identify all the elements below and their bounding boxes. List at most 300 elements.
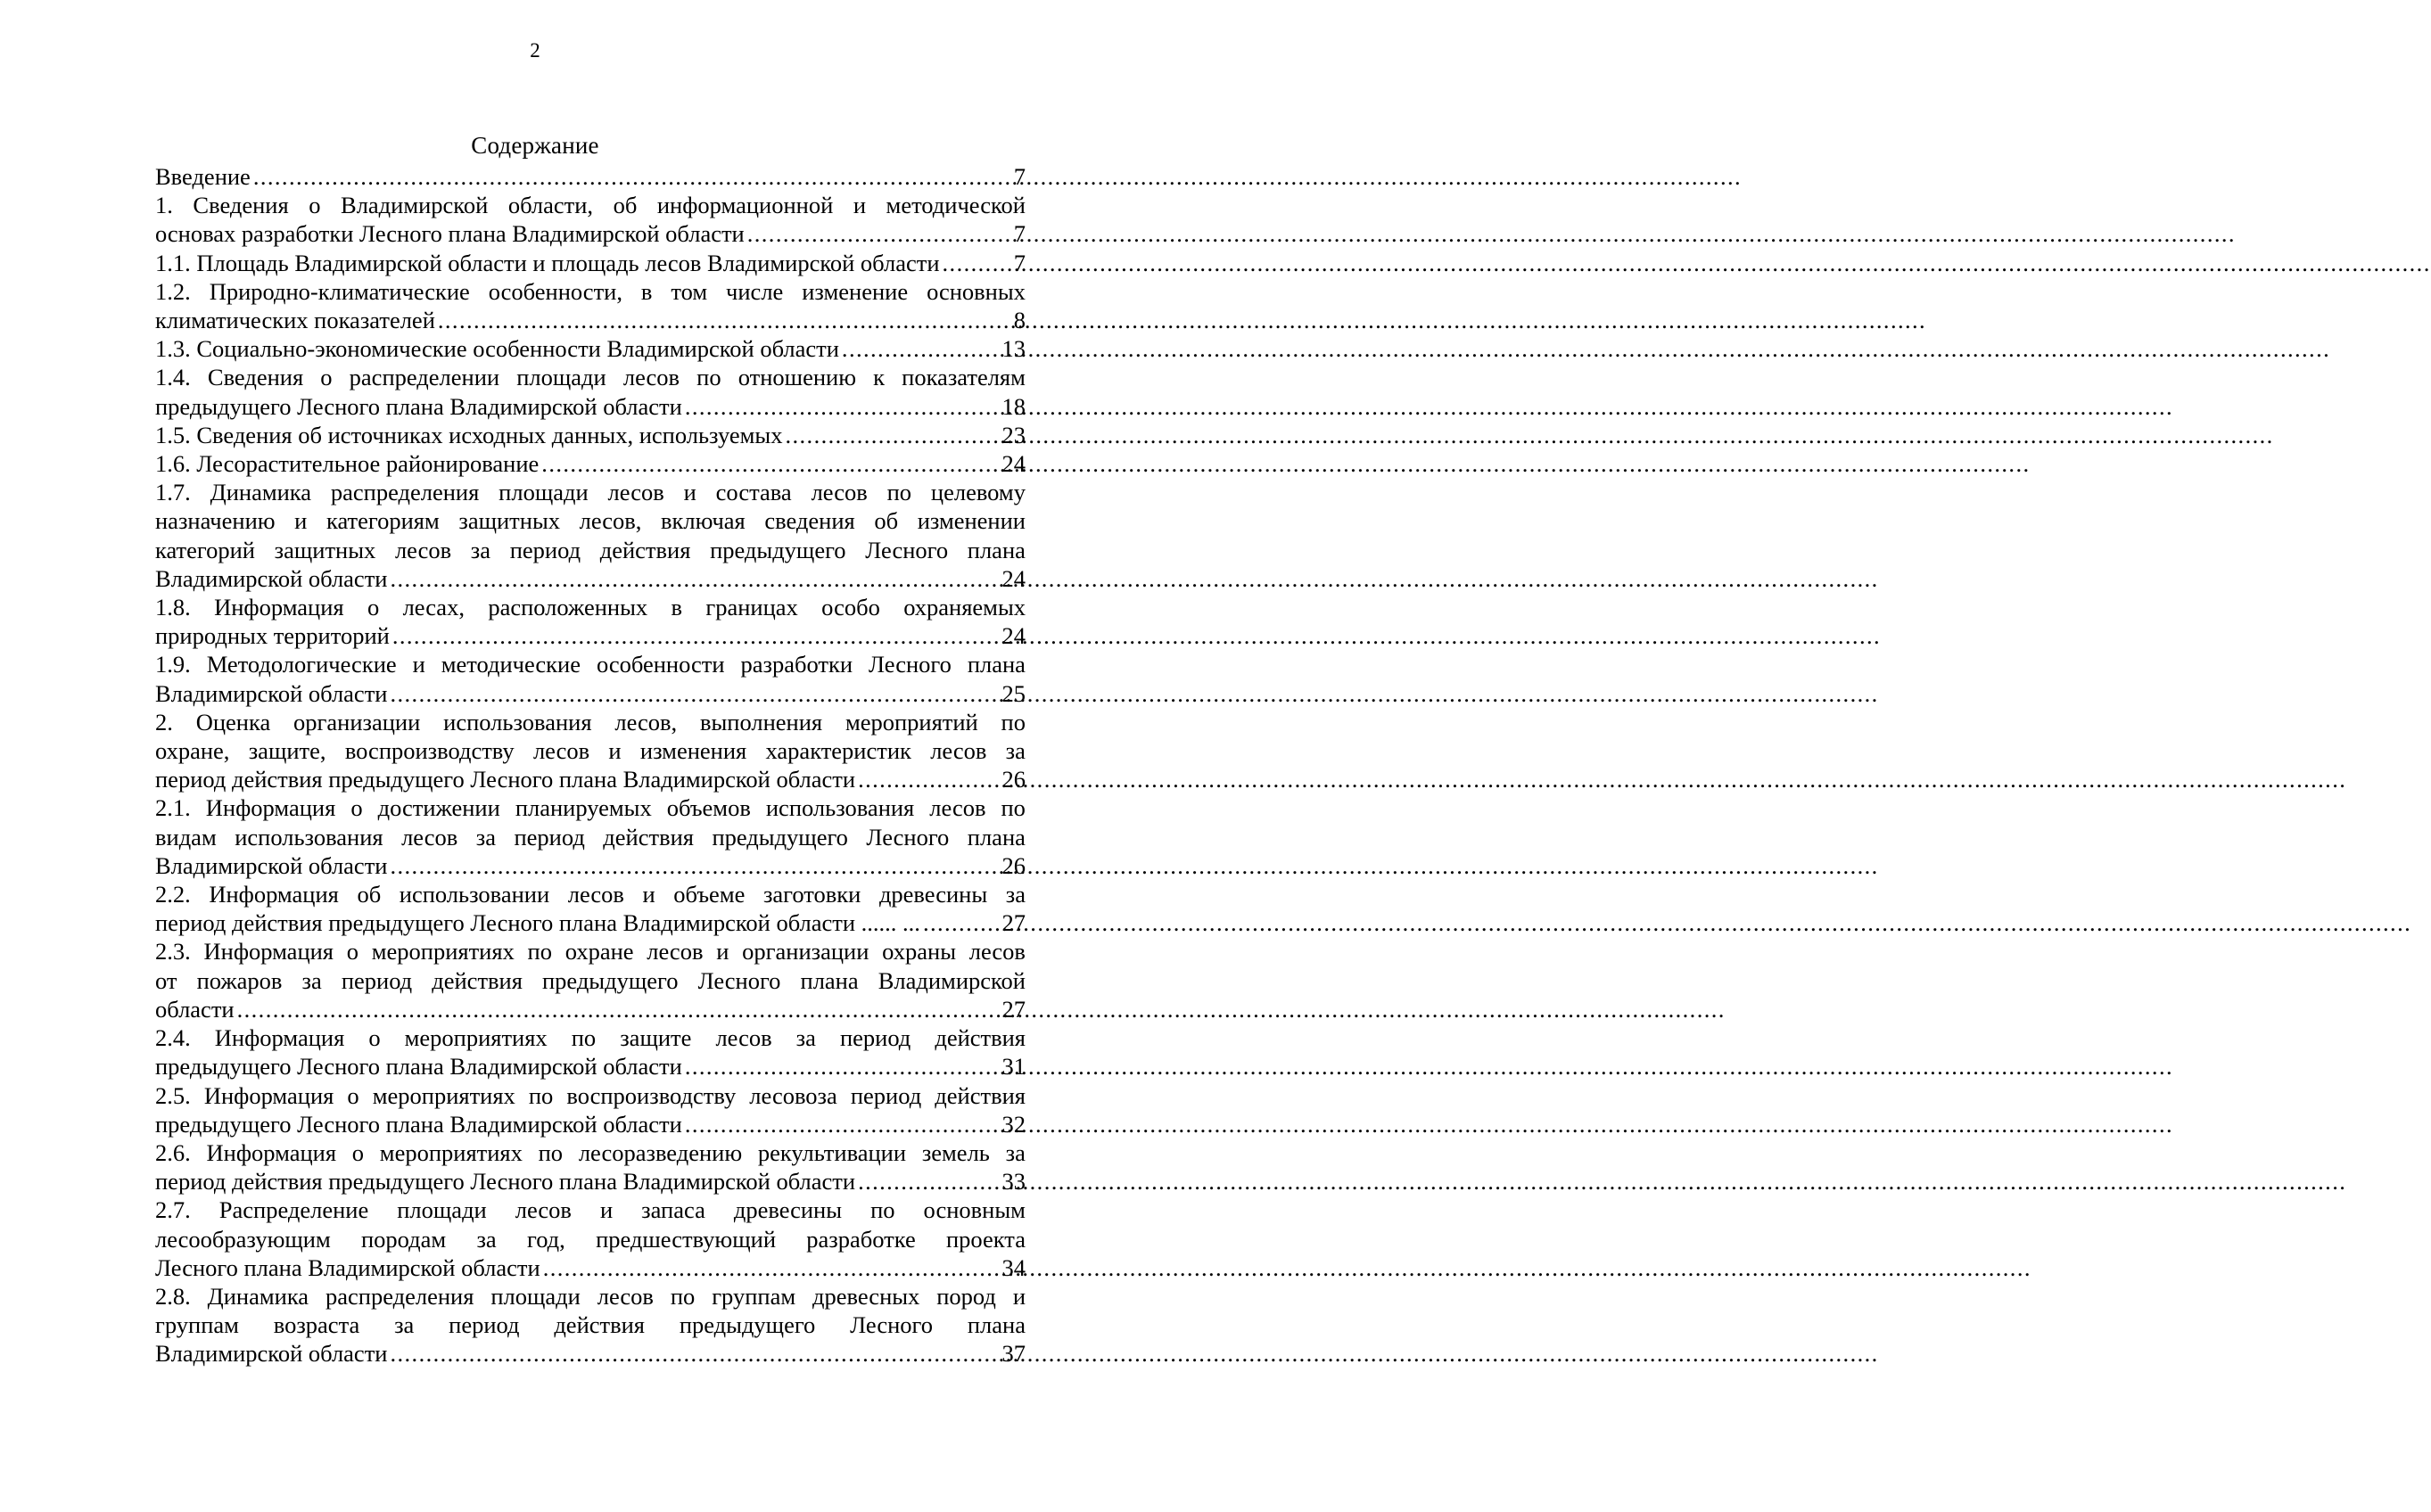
toc-word: и <box>608 737 622 765</box>
toc-word: объемов <box>666 794 751 822</box>
toc-entry-line <box>155 823 1026 851</box>
toc-word: использования <box>443 708 592 735</box>
toc-entry-line <box>155 966 1026 995</box>
toc-word: лесов <box>811 479 868 506</box>
toc-word: период <box>850 1081 922 1109</box>
toc-word: и <box>599 1196 614 1224</box>
toc-word: Лесного <box>697 966 781 994</box>
toc-word: 2.1. <box>155 794 191 822</box>
toc-entry-last-line <box>155 995 1026 1023</box>
toc-word: возраста <box>273 1311 360 1339</box>
toc-entry-line <box>155 593 1026 621</box>
toc-word: Лесного <box>868 651 952 678</box>
toc-word: лесов <box>532 737 590 765</box>
toc-entry-line <box>155 1225 1026 1253</box>
toc-word: использования <box>765 794 915 822</box>
toc-word: от <box>155 966 177 994</box>
toc-entry-title: период действия предыдущего Лесного плана Владимирской области <box>155 1168 856 1196</box>
toc-entry <box>155 334 1026 363</box>
toc-word: 1.9. <box>155 651 191 678</box>
toc-entry <box>155 1282 1026 1368</box>
toc-entry-line <box>155 793 1026 822</box>
toc-page-number: 32 <box>1001 1110 1026 1138</box>
toc-dot-leader <box>390 1339 999 1368</box>
toc-word: о <box>368 1024 381 1052</box>
toc-entry-last-line <box>155 421 1026 449</box>
toc-word: и <box>716 938 729 966</box>
toc-word: выполнения <box>699 708 823 735</box>
toc-word: о <box>346 938 358 966</box>
toc-word: действия <box>432 966 523 994</box>
toc-word: период <box>839 1024 911 1052</box>
toc-word: за <box>476 1225 497 1253</box>
toc-word: методической <box>886 192 1026 219</box>
toc-word: лесов <box>394 536 452 563</box>
toc-word: лесов <box>968 938 1026 966</box>
toc-word: плана <box>800 966 859 994</box>
toc-entry-line <box>155 1196 1026 1224</box>
toc-entry-last-line <box>155 162 1026 191</box>
toc-entry <box>155 880 1026 937</box>
toc-word: воспроизводству <box>344 737 515 765</box>
toc-entry-line <box>155 1023 1026 1052</box>
toc-dot-leader <box>923 908 1000 937</box>
toc-word: Информация <box>203 1081 334 1109</box>
toc-entry <box>155 421 1026 449</box>
toc-entry-line <box>155 736 1026 765</box>
toc-dot-leader <box>785 421 999 449</box>
toc-word: год, <box>526 1225 565 1253</box>
toc-word: рекультивации <box>757 1138 907 1166</box>
toc-entry-last-line <box>155 219 1026 248</box>
toc-word: целевому <box>930 479 1026 506</box>
toc-word: за <box>1005 737 1026 765</box>
toc-word: лесовоза <box>749 1081 837 1109</box>
toc-entry <box>155 1196 1026 1282</box>
toc-word: плана <box>967 1311 1026 1339</box>
toc-dot-leader <box>685 392 1000 421</box>
toc-word: Природно-климатические <box>209 277 470 305</box>
toc-word: охраны <box>882 938 957 966</box>
toc-word: основных <box>927 277 1026 305</box>
toc-entry-title: предыдущего Лесного плана Владимирской области <box>155 1053 682 1081</box>
toc-word: достижении <box>377 794 500 822</box>
toc-word: области, <box>507 192 594 219</box>
toc-word: по <box>886 479 912 506</box>
toc-word: лесов <box>647 938 704 966</box>
toc-word: по <box>538 1138 564 1166</box>
toc-entry-line <box>155 536 1026 564</box>
toc-dot-leader <box>390 679 999 708</box>
toc-entry-title: 1.1. Площадь Владимирской области и площадь лесов Владимирской области <box>155 249 940 276</box>
toc-entry-title: климатических показателей <box>155 307 435 334</box>
toc-page-number: 33 <box>1001 1168 1026 1196</box>
toc-word: лесов <box>930 737 987 765</box>
toc-entry <box>155 1138 1026 1196</box>
toc-word: организации <box>742 938 869 966</box>
toc-word: Сведения <box>207 364 304 391</box>
toc-page-number: 27 <box>1001 909 1026 937</box>
toc-word: предыдущего <box>710 536 846 563</box>
toc-word: мероприятиях <box>404 1024 548 1052</box>
toc-entry-line <box>155 1282 1026 1311</box>
toc-page-number: 24 <box>1001 564 1026 592</box>
toc-word: защите <box>620 1024 692 1052</box>
toc-word: лесов, <box>579 507 642 535</box>
toc-dot-leader <box>858 1167 999 1196</box>
toc-word: Распределение <box>218 1196 369 1224</box>
toc-word: период <box>449 1311 520 1339</box>
toc-entry-title: Лесного плана Владимирской области <box>155 1253 540 1281</box>
toc-entry <box>155 1023 1026 1081</box>
toc-entry-line <box>155 506 1026 535</box>
toc-entry-line <box>155 1311 1026 1339</box>
toc-entry <box>155 708 1026 794</box>
toc-word: числе <box>726 277 784 305</box>
toc-word: 1.4. <box>155 364 191 391</box>
toc-word: древесных <box>812 1282 920 1310</box>
toc-entry-title: основах разработки Лесного плана Владимирской области <box>155 220 745 248</box>
toc-word: группам <box>155 1311 239 1339</box>
toc-word: лесов <box>715 1024 772 1052</box>
toc-word: площади <box>516 364 606 391</box>
toc-entry-last-line <box>155 392 1026 421</box>
toc-word: распределения <box>330 479 480 506</box>
toc-word: за <box>470 536 491 563</box>
toc-entry-title: Введение <box>155 163 251 190</box>
toc-word: площади <box>397 1196 487 1224</box>
toc-word: 2.5. <box>155 1081 191 1109</box>
toc-entry <box>155 162 1026 191</box>
toc-word: плана <box>967 823 1026 850</box>
toc-page-number: 26 <box>1001 851 1026 879</box>
toc-word: защите, <box>248 737 326 765</box>
toc-word: планируемых <box>515 794 652 822</box>
toc-word: предыдущего <box>679 1311 816 1339</box>
toc-entry-title: 1.3. Социально-экономические особенности Владимирской области <box>155 335 839 363</box>
toc-entry-title: Владимирской области <box>155 679 388 707</box>
toc-word: характеристик <box>765 737 911 765</box>
toc-word: особо <box>821 594 880 621</box>
toc-word: за <box>1005 1138 1026 1166</box>
toc-dot-leader <box>253 162 1011 191</box>
toc-entry-last-line <box>155 621 1026 650</box>
toc-word: предыдущего <box>712 823 848 850</box>
toc-dot-leader <box>858 765 999 793</box>
toc-word: о <box>350 794 363 822</box>
toc-page-number: 25 <box>1001 679 1026 707</box>
toc-page-number: 26 <box>1001 766 1026 793</box>
toc-word: сведения <box>764 507 855 535</box>
toc-word: к <box>873 364 886 391</box>
toc-word: за <box>1005 881 1026 908</box>
toc-word: особенности <box>596 651 725 678</box>
toc-entry <box>155 793 1026 880</box>
toc-word: предыдущего <box>541 966 679 994</box>
toc-word: площади <box>490 1282 581 1310</box>
toc-word: Информация <box>214 594 344 621</box>
toc-word: 2.4. <box>155 1024 191 1052</box>
toc-word: по <box>528 1081 554 1109</box>
toc-word: 1.8. <box>155 594 191 621</box>
toc-entry-last-line <box>155 306 1026 334</box>
toc-dot-leader <box>685 1110 1000 1138</box>
toc-entry-last-line <box>155 1110 1026 1138</box>
toc-entry-last-line <box>155 908 1026 937</box>
toc-word: действия <box>603 823 694 850</box>
toc-word: по <box>1001 794 1026 822</box>
toc-word: 1.7. <box>155 479 191 506</box>
toc-word: основным <box>923 1196 1026 1224</box>
toc-word: лесоразведению <box>578 1138 743 1166</box>
toc-word: о <box>309 192 321 219</box>
toc-entry-line <box>155 191 1026 219</box>
toc-word: 2. <box>155 708 173 735</box>
toc-word: 1. <box>155 192 173 219</box>
toc-entry-title: 1.5. Сведения об источниках исходных данных, используемых <box>155 421 783 448</box>
toc-word: по <box>696 364 721 391</box>
toc-word: разработки <box>740 651 853 678</box>
toc-word: категориям <box>326 507 440 535</box>
toc-word: предшествующий <box>596 1225 776 1253</box>
toc-word: о <box>351 1138 365 1166</box>
toc-dot-leader <box>543 1253 1000 1282</box>
toc-word: Владимирской <box>878 966 1026 994</box>
toc-entry-last-line <box>155 1339 1026 1368</box>
toc-word: по <box>670 1282 696 1310</box>
toc-word: Лесного <box>865 536 949 563</box>
toc-entry-line <box>155 708 1026 736</box>
toc-word: охраняемых <box>903 594 1026 621</box>
toc-word: древесины <box>733 1196 843 1224</box>
toc-entry <box>155 650 1026 707</box>
toc-word: лесах, <box>402 594 465 621</box>
toc-entry-last-line <box>155 449 1026 478</box>
toc-entry-title: период действия предыдущего Лесного плана Владимирской области ...... ... <box>155 909 920 937</box>
toc-entry-line <box>155 937 1026 966</box>
toc-entry-line <box>155 363 1026 391</box>
toc-word: Информация <box>214 1024 345 1052</box>
toc-word: Оценка <box>195 708 271 735</box>
toc-word: пород <box>936 1282 996 1310</box>
toc-entry-last-line <box>155 851 1026 880</box>
toc-word: за <box>301 966 322 994</box>
toc-word: Лесного <box>850 1311 934 1339</box>
toc-word: действия <box>599 536 691 563</box>
toc-page-number: 8 <box>1013 307 1026 334</box>
toc-entry <box>155 593 1026 650</box>
toc-word: особенности, <box>488 277 622 305</box>
toc-word: 2.7. <box>155 1196 191 1224</box>
table-of-contents <box>155 162 1026 1368</box>
toc-page-number: 13 <box>1001 335 1026 363</box>
toc-word: границах <box>705 594 798 621</box>
toc-dot-leader <box>747 219 1011 248</box>
toc-word: период <box>509 536 581 563</box>
toc-entry-title: области <box>155 995 235 1023</box>
toc-word: мероприятий <box>845 708 978 735</box>
toc-word: включая <box>661 507 746 535</box>
toc-word: и <box>853 192 866 219</box>
toc-word: распределении <box>349 364 500 391</box>
toc-word: охране, <box>155 737 230 765</box>
toc-word: и <box>294 507 308 535</box>
toc-word: 2.6. <box>155 1138 191 1166</box>
toc-word: о <box>320 364 333 391</box>
toc-entry-last-line <box>155 1167 1026 1196</box>
toc-word: лесов <box>607 479 664 506</box>
toc-page-number: 24 <box>1001 622 1026 650</box>
toc-title: Содержание <box>471 132 599 159</box>
toc-word: пожаров <box>196 966 283 994</box>
toc-word: период <box>514 823 585 850</box>
toc-word: плана <box>967 651 1026 678</box>
toc-word: Методологические <box>206 651 397 678</box>
toc-word: Информация <box>206 1138 337 1166</box>
toc-word: за <box>795 1024 816 1052</box>
toc-word: об <box>357 881 382 908</box>
toc-word: расположенных <box>488 594 648 621</box>
toc-word: в <box>640 277 653 305</box>
toc-word: по <box>870 1196 895 1224</box>
toc-page-number: 7 <box>1013 163 1026 190</box>
toc-word: назначению <box>155 507 276 535</box>
toc-entry-last-line <box>155 334 1026 363</box>
toc-word: мероприятиях <box>372 1081 515 1109</box>
toc-word: 2.8. <box>155 1282 191 1310</box>
toc-word: лесов <box>567 881 624 908</box>
toc-word: об <box>874 507 899 535</box>
toc-entry-line <box>155 1081 1026 1110</box>
toc-word: лесов <box>929 794 986 822</box>
toc-dot-leader <box>390 851 999 880</box>
toc-dot-leader <box>438 306 1011 334</box>
toc-word: проекта <box>946 1225 1026 1253</box>
toc-entry-last-line <box>155 249 1026 277</box>
toc-word: Динамика <box>210 479 312 506</box>
toc-word: 1.2. <box>155 277 191 305</box>
toc-word: организации <box>293 708 421 735</box>
toc-word: объеме <box>673 881 746 908</box>
toc-entry-title: Владимирской области <box>155 1340 388 1368</box>
toc-word: состава <box>715 479 792 506</box>
toc-entry-line <box>155 478 1026 506</box>
toc-word: о <box>347 1081 359 1109</box>
toc-word: в <box>671 594 682 621</box>
toc-word: изменение <box>802 277 909 305</box>
toc-entry-line <box>155 880 1026 908</box>
toc-word: Информация <box>205 794 336 822</box>
toc-entry <box>155 249 1026 277</box>
toc-word: лесов <box>622 364 680 391</box>
toc-word: по <box>571 1024 597 1052</box>
toc-word: действия <box>554 1311 645 1339</box>
toc-word: группам <box>712 1282 796 1310</box>
toc-word: Информация <box>203 938 334 966</box>
toc-entry-title: Владимирской области <box>155 851 388 879</box>
toc-entry-title: период действия предыдущего Лесного плана Владимирской области <box>155 766 856 793</box>
toc-word: Сведения <box>193 192 289 219</box>
page-number: 2 <box>530 39 540 62</box>
toc-entry <box>155 449 1026 478</box>
toc-word: по <box>1001 708 1026 735</box>
toc-word: воспроизводству <box>566 1081 737 1109</box>
toc-word: и <box>1012 1282 1026 1310</box>
toc-word: мероприятиях <box>379 1138 523 1166</box>
toc-word: защитных <box>274 536 376 563</box>
toc-word: лесов <box>515 1196 572 1224</box>
toc-word: древесины <box>878 881 988 908</box>
toc-word: распределения <box>325 1282 474 1310</box>
toc-word: защитных <box>458 507 560 535</box>
toc-entry-title: Владимирской области <box>155 564 388 592</box>
toc-word: заготовки <box>762 881 861 908</box>
toc-entry <box>155 363 1026 420</box>
toc-entry-title: предыдущего Лесного плана Владимирской области <box>155 392 682 420</box>
toc-word: об <box>613 192 638 219</box>
toc-word: и <box>642 881 655 908</box>
toc-entry-last-line <box>155 1052 1026 1081</box>
toc-dot-leader <box>541 449 999 478</box>
toc-word: информационной <box>656 192 834 219</box>
toc-entry-title: природных территорий <box>155 622 390 650</box>
toc-word: показателям <box>902 364 1026 391</box>
toc-word: изменении <box>917 507 1026 535</box>
toc-word: о <box>367 594 380 621</box>
toc-word: лесов <box>401 823 458 850</box>
toc-entry-last-line <box>155 765 1026 793</box>
toc-word: Владимирской <box>341 192 489 219</box>
toc-entry <box>155 937 1026 1023</box>
toc-entry-last-line <box>155 679 1026 708</box>
toc-word: Лесного <box>866 823 950 850</box>
toc-word: мероприятиях <box>371 938 515 966</box>
toc-entry-title: 1.6. Лесорастительное районирование <box>155 450 540 478</box>
toc-dot-leader <box>390 564 999 593</box>
toc-word: плана <box>967 536 1026 563</box>
toc-page-number: 7 <box>1013 220 1026 248</box>
toc-word: категорий <box>155 536 255 563</box>
toc-word: 2.3. <box>155 938 191 966</box>
toc-dot-leader <box>392 621 1000 650</box>
toc-dot-leader <box>842 334 1000 363</box>
toc-word: том <box>671 277 708 305</box>
toc-word: за <box>394 1311 415 1339</box>
toc-entry <box>155 277 1026 334</box>
toc-word: лесообразующим <box>155 1225 331 1253</box>
toc-word: охране <box>564 938 634 966</box>
toc-page-number: 18 <box>1001 392 1026 420</box>
toc-page-number: 24 <box>1001 450 1026 478</box>
toc-page-number: 23 <box>1001 421 1026 448</box>
toc-entry-last-line <box>155 564 1026 593</box>
toc-word: породам <box>361 1225 447 1253</box>
toc-page-number: 34 <box>1001 1253 1026 1281</box>
toc-word: запаса <box>641 1196 705 1224</box>
toc-word: лесов <box>597 1282 654 1310</box>
toc-word: Динамика <box>207 1282 309 1310</box>
toc-dot-leader <box>943 249 1011 277</box>
toc-entry <box>155 191 1026 248</box>
toc-page-number: 37 <box>1001 1340 1026 1368</box>
toc-word: использования <box>235 823 383 850</box>
toc-entry-line <box>155 277 1026 306</box>
toc-word: и <box>683 479 696 506</box>
toc-word: лесов, <box>614 708 678 735</box>
toc-word: площади <box>499 479 589 506</box>
toc-word: за <box>475 823 496 850</box>
toc-word: 2.2. <box>155 881 191 908</box>
